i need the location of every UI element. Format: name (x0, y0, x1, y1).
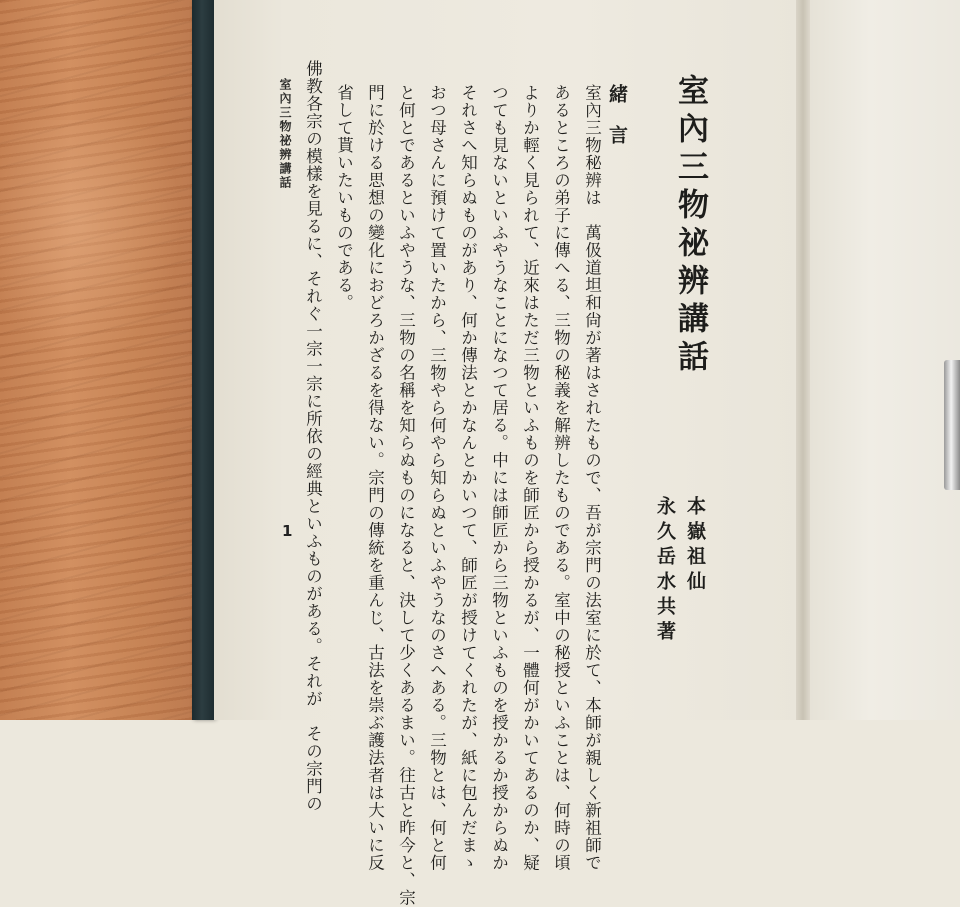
body-column-8: 門に於ける思想の變化におどろかざるを得ない。宗門の傳統を重んじ、古法を崇ぶ護法者は大いに反 (365, 84, 385, 872)
book-cover-edge (192, 0, 214, 720)
book-gutter (796, 0, 810, 720)
body-column-5: それさへ知らぬものがあり、何か傳法とかなんとかいつて、師匠が授けてくれたが、紙に包んだまゝ (458, 84, 478, 872)
body-column-1: 室內三物秘辨は 萬伋道坦和尙が著はされたもので、吾が宗門の法室に於て、本師が親しく新祖師で (582, 84, 602, 872)
page-clip (944, 360, 960, 490)
author-line-1: 本嶽祖仙 (684, 496, 706, 596)
running-head: 室內三物祕辨講話 (278, 78, 292, 190)
body-column-4: つても見ないといふやうなことになつて居る。中には師匠から三物といふものを授かるか授からぬか (489, 84, 509, 872)
body-column-3: よりか輕く見られて、近來はただ三物といふものを師匠から授かるが、一體何がかいてあるのか、疑 (520, 84, 540, 872)
section-heading-preface: 緒言 (606, 84, 628, 166)
page-number: 1 (282, 522, 293, 540)
facing-page (810, 0, 960, 720)
body-column-2: あるところの弟子に傳へる、三物の秘義を解辨したものである。室中の秘授といふことは、何時の頃 (551, 84, 571, 872)
author-line-2: 永久岳水共著 (654, 496, 676, 646)
body-column-7: と何とであるといふやうな、三物の名稱を知らぬものになると、決して少くあるまい。往古と昨今と、宗 (396, 84, 416, 907)
wood-grain-highlight (0, 120, 200, 380)
body-column-6: おつ母さんに預けて置いたから、三物やら何やら知らぬといふやうなのさへある。三物とは、何と何 (427, 84, 447, 872)
body-column-9: 省して貰いたいものである。 (334, 84, 354, 312)
book-title: 室內三物祕辨講話 (672, 74, 708, 378)
body-column-10: 佛教各宗の模樣を見るに、それぐ一宗一宗に所依の經典といふものがある。それが その宗門の (303, 60, 323, 813)
